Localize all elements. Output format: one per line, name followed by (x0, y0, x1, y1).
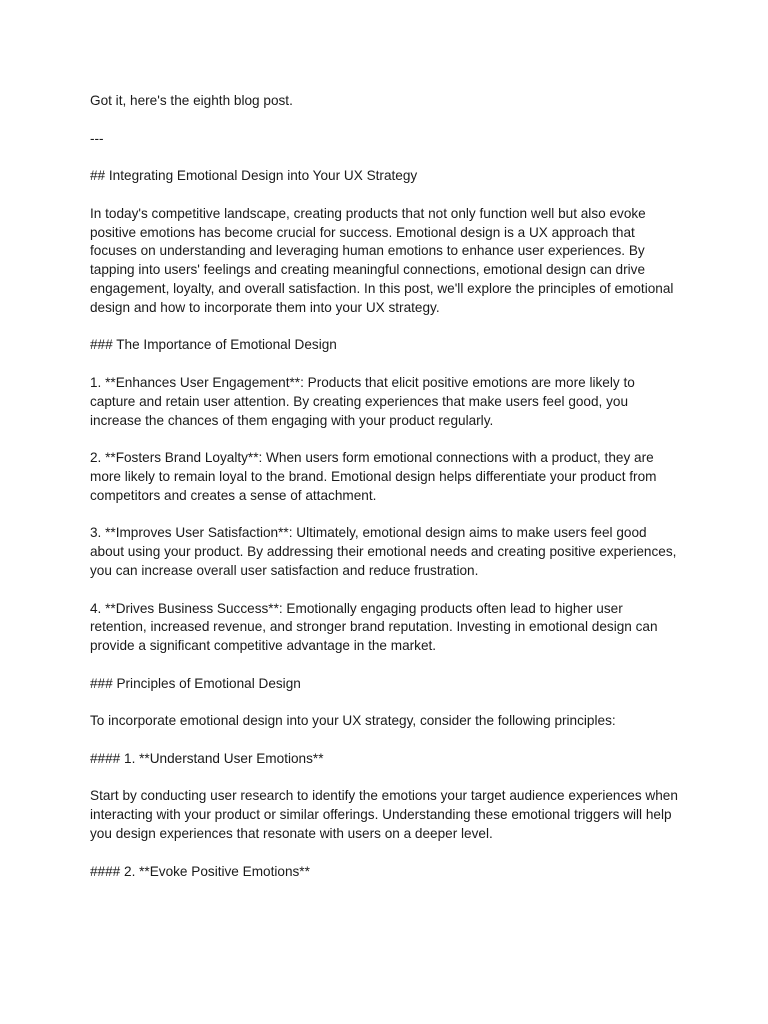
importance-item-4: 4. **Drives Business Success**: Emotionally engaging products often lead to higher user retention, increased revenue, and stronger brand reputation. Investing in emotional design can provide a significant competitive advantage in the market. (90, 600, 658, 654)
importance-item-2: 2. **Fosters Brand Loyalty**: When users form emotional connections with a product, they are more likely to remain loyal to the brand. Emotional design helps differentiate your product from competitors and creates a sense of attachment. (90, 450, 657, 503)
principle-1-body: Start by conducting user research to identify the emotions your target audience experiences when interacting with your product or similar offerings. Understanding these emotional triggers will help you design experiences that resonate with users on a deeper level. (90, 788, 678, 842)
document-page (90, 92, 680, 900)
importance-item-3: 3. **Improves User Satisfaction**: Ultimately, emotional design aims to make users feel good about using your product. By addressing their emotional needs and creating positive experiences, you can increase overall user satisfaction and reduce frustration. (90, 525, 677, 578)
principle-2-heading: #### 2. **Evoke Positive Emotions** (90, 863, 310, 879)
principle-1-heading: #### 1. **Understand User Emotions** (90, 750, 324, 766)
separator-line: --- (90, 130, 104, 146)
intro-paragraph: In today's competitive landscape, creating products that not only function well but also evoke positive emotions has become crucial for success. Emotional design is a UX approach that focuses on understanding and leveraging human emotions to enhance user experiences. By tapping into users' feelings and creating meaningful connections, emotional design can drive engagement, loyalty, and overall satisfaction. In this post, we'll explore the principles of emotional design and how to incorporate them into your UX strategy. (90, 205, 674, 315)
post-title: ## Integrating Emotional Design into Your UX Strategy (90, 168, 418, 184)
importance-item-1: 1. **Enhances User Engagement**: Products that elicit positive emotions are more likely to capture and retain user attention. By creating experiences that make users feel good, you increase the chances of them engaging with your product regularly. (90, 374, 635, 428)
intro-line: Got it, here's the eighth blog post. (90, 93, 293, 108)
principles-intro: To incorporate emotional design into your UX strategy, consider the following principles: (90, 713, 616, 729)
heading-importance: ### The Importance of Emotional Design (90, 337, 337, 353)
heading-principles: ### Principles of Emotional Design (90, 675, 301, 691)
